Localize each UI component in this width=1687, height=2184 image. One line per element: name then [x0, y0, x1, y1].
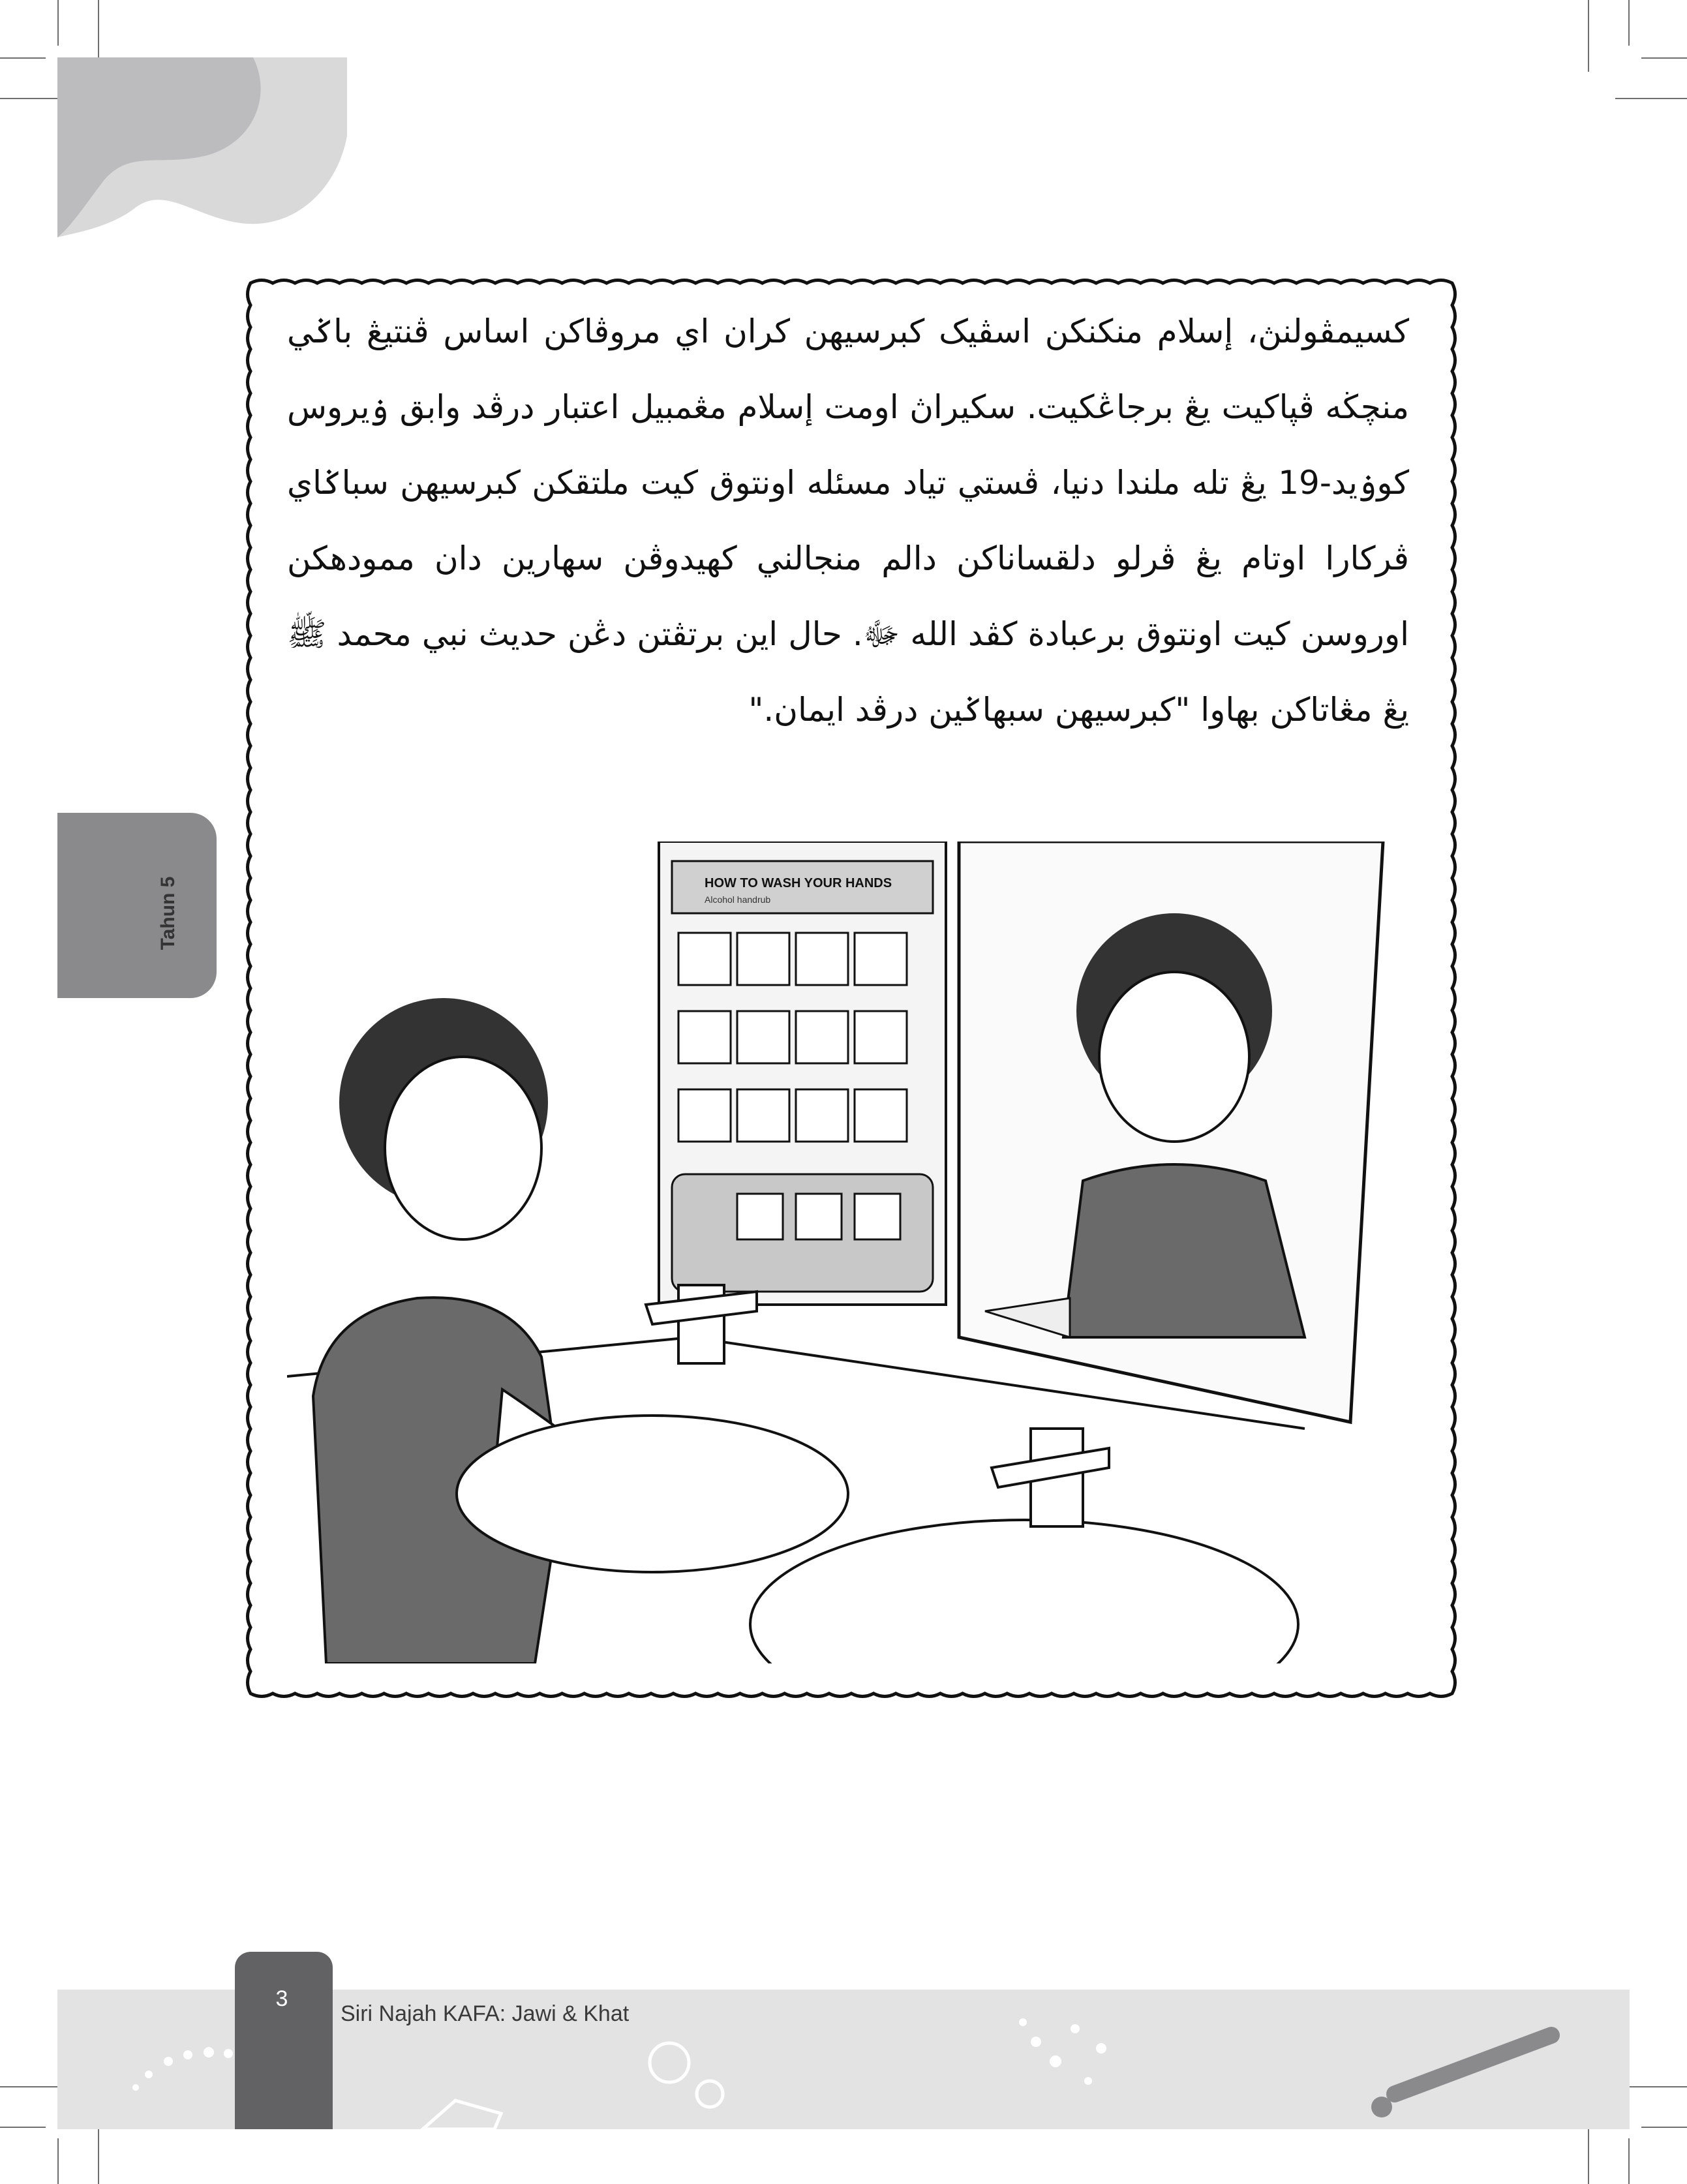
- poster-title: HOW TO WASH YOUR HANDS: [705, 876, 892, 890]
- crop-mark: [1615, 98, 1687, 99]
- page-number-tab: [235, 1952, 333, 2129]
- crop-mark: [0, 2127, 46, 2128]
- handwashing-poster-icon: [659, 842, 946, 1305]
- passage-text: كسيمڤولنڽ، إسلام منكنكن اسڤيک كبرسيهن كران اي مروڤاكن اساس ڤنتيڠ باݢي منچڬه ڤڽاکيت يڠ برجاڠکيت. سکيراڽ اومت إسلام مڠمبيل اعتبار درڤد وابق ۏيروس كوۏيد-19 يڠ تله ملندا دنيا، ڤستي تياد مسئله اونتوق كيت ملتقكن كبرسيهن سباݢاي ڤركارا اوتام يڠ ڤرلو دلقساناكن دالم منجالني كهيدوڤن سهارين دان ممودهكن اوروسن كيت اونتوق برعبادة كڤد الله ﷻ. حال اين برتڤتن دڠن حديث نبي محمد ﷺ يڠ مڠاتاكن بهاوا "كبرسيهن سبهاݢين درڤد ايمان.": [287, 312, 1409, 729]
- jawi-passage: [287, 294, 1409, 748]
- sink-icon: [457, 1416, 1298, 1663]
- crop-mark: [0, 57, 46, 59]
- crop-mark: [1628, 0, 1630, 46]
- crop-mark: [1588, 0, 1589, 72]
- crop-mark: [1628, 2138, 1630, 2184]
- mirror-reflection-icon: [959, 842, 1383, 1422]
- decorative-blob: [57, 57, 347, 237]
- crop-mark: [57, 2138, 59, 2184]
- poster-subtitle: Alcohol handrub: [705, 894, 771, 905]
- handwashing-illustration: [287, 842, 1409, 1663]
- series-title: Siri Najah KAFA: Jawi & Khat: [341, 2001, 630, 2026]
- side-tab-label: Tahun 5: [157, 876, 179, 950]
- crop-mark: [57, 0, 59, 46]
- faucet-icon: [992, 1429, 1109, 1526]
- crop-mark: [1641, 57, 1687, 59]
- chapter-side-tab: [57, 813, 217, 998]
- crop-mark: [1641, 2127, 1687, 2128]
- page-number: 3: [275, 1986, 288, 2011]
